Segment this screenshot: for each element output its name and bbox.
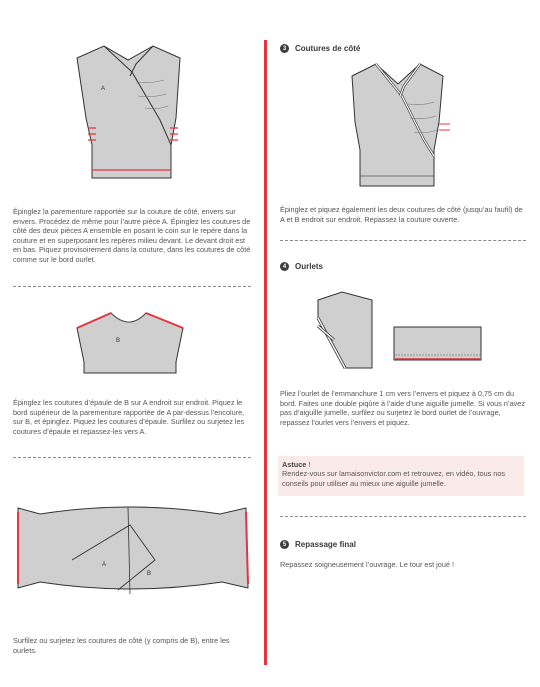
step-number-badge: 5 — [280, 540, 289, 549]
step-title: Repassage final — [295, 540, 356, 549]
instruction-text: Épinglez et piquez également les deux coutures de côté (jusqu’au faufil) de A et B endroit sur endroit. Repassez la couture ouverte. — [280, 205, 523, 224]
instruction-text: Épinglez les coutures d’épaule de B sur A endroit sur endroit. Piquez le bord supérieur de la parementure rapportée de A par-dessus l’encolure, sur B, et épinglez. Piquez les coutures d’épaule. Surfilez ou surjetez les coutures d’épaule et repassez-les vers A. — [13, 398, 245, 436]
step-number-badge: 3 — [280, 44, 289, 53]
tip-box — [278, 456, 524, 496]
step-title: Coutures de côté — [295, 44, 361, 53]
tip-title — [282, 460, 310, 469]
step-heading — [280, 540, 356, 549]
tip-title-label: Astuce — [282, 460, 307, 469]
piece-label-b: B — [116, 338, 121, 344]
tip-title-suffix: ! — [306, 460, 311, 469]
instruction-text: Pliez l’ourlet de l’emmanchure 1 cm vers l’envers et piquez à 0,75 cm du bord. Faites une double piqûre à l’aide d’une aiguille jumelle. Si vous n’avez pas d’aiguille jumelle, surfilez ou surjetez le bord ourlet de l’ouvrage, repassez l’ourlet vers l’envers et piquez. — [280, 389, 526, 427]
piece-label-b: B — [147, 571, 152, 577]
divider — [280, 516, 526, 517]
piece-label-a: A — [102, 562, 107, 568]
tip-text: Rendez-vous sur lamaisonvictor.com et retrouvez, en vidéo, tous nos conseils pour utiliser au mieux une aiguille jumelle. — [282, 469, 506, 488]
step-title: Ourlets — [295, 262, 324, 271]
step-number-badge: 4 — [280, 262, 289, 271]
instruction-text: Surfilez ou surjetez les coutures de côté (y compris de B), entre les ourlets. — [13, 636, 230, 655]
instruction-text: Repassez soigneusement l’ouvrage. Le tour est joué ! — [280, 560, 455, 569]
instruction-text: Épinglez la parementure rapportée sur la couture de côté, envers sur envers. Procédez de même pour l’autre pièce A. Épinglez les coutures de côté des deux pièces A ensemble en posant le coin sur le repère dans la couture et en superposant les repères milieu devant. Le devant droit est en bas. Piquez provisoirement dans la couture, dans les coutures de côté comme sur le bord ourlet. — [13, 207, 251, 264]
piece-label-a: A — [101, 86, 106, 92]
